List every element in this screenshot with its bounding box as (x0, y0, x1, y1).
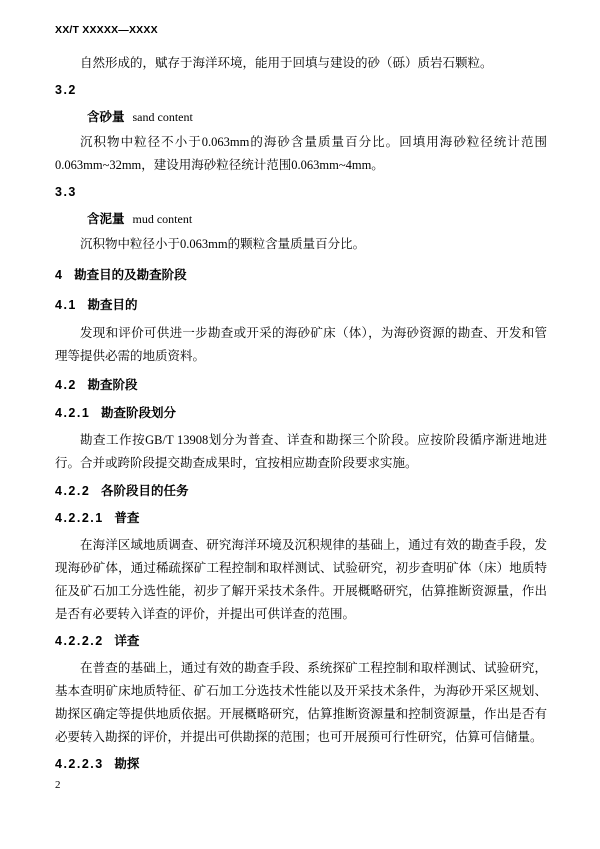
heading-section-4 (55, 264, 547, 287)
paragraph-4-2-2-2: 在普查的基础上，通过有效的勘查手段、系统探矿工程控制和取样测试、试验研究，基本查明矿床地质特征、矿石加工分选技术性能以及开采技术条件，为海砂开采区规划、勘探区确定等提供地质依据。开展概略研究，估算推断资源量和控制资源量，作出是否有必要转入勘探的评价，并提出可供勘探的范围；也可开展预可行性研究，估算可信储量。 (55, 661, 547, 744)
term-entry-mud-content (55, 207, 547, 231)
heading-section-4-1-number: 4.1 (55, 298, 77, 312)
heading-section-4-title: 勘查目的及勘查阶段 (74, 268, 187, 282)
term-en-mud-content: mud content (132, 212, 193, 226)
heading-section-4-2-2-3-number: 4.2.2.3 (55, 757, 104, 771)
heading-section-4-2-title: 勘查阶段 (87, 378, 138, 392)
heading-section-4-2-1-title: 勘查阶段划分 (100, 406, 176, 420)
heading-section-4-1 (55, 294, 547, 317)
heading-section-4-2-2-2-title: 详查 (114, 634, 140, 648)
heading-section-4-2-2-number: 4.2.2 (55, 484, 91, 498)
paragraph-4-2-1: 勘查工作按GB/T 13908划分为普查、详查和勘探三个阶段。应按阶段循序渐进地进行。合并或跨阶段提交勘查成果时，宜按相应勘查阶段要求实施。 (55, 433, 547, 470)
paragraph-definition-intro: 自然形成的，赋存于海洋环境，能用于回填与建设的砂（砾）质岩石颗粒。 (80, 56, 493, 70)
term-zh-sand-content: 含砂量 (87, 110, 125, 124)
heading-section-4-2-2-1-number: 4.2.2.1 (55, 511, 104, 525)
heading-section-4-2-2 (55, 480, 547, 503)
paragraph-4-2-2-1: 在海洋区域地质调查、研究海洋环境及沉积规律的基础上，通过有效的勘查手段，发现海砂矿体，通过稀疏探矿工程控制和取样测试、试验研究，初步查明矿体（床）地质特征及矿石加工分选性能，初步了解开采技术条件。开展概略研究，估算推断资源量，作出是否有必要转入详查的评价，并提出可供详查的范围。 (55, 538, 547, 621)
clause-3-3-number: 3.3 (55, 185, 77, 199)
heading-section-4-1-title: 勘查目的 (87, 298, 138, 312)
term-zh-mud-content: 含泥量 (87, 212, 125, 226)
term-en-sand-content: sand content (132, 110, 193, 124)
heading-section-4-2 (55, 374, 547, 397)
standard-number-header: XX/T XXXXX—XXXX (55, 24, 158, 36)
heading-section-4-number: 4 (55, 268, 64, 282)
heading-section-4-2-2-3 (55, 753, 547, 776)
heading-section-4-2-number: 4.2 (55, 378, 77, 392)
clause-3-2-number: 3.2 (55, 83, 77, 97)
heading-section-4-2-2-3-title: 勘探 (114, 757, 140, 771)
heading-section-4-2-2-1 (55, 507, 547, 530)
page-number: 2 (55, 779, 61, 791)
paragraph-4-1: 发现和评价可供进一步勘查或开采的海砂矿床（体），为海砂资源的勘查、开发和管理等提供必需的地质资料。 (55, 326, 547, 363)
heading-section-4-2-2-2 (55, 630, 547, 653)
page-content (55, 24, 547, 780)
heading-section-4-2-2-1-title: 普查 (114, 511, 140, 525)
heading-section-4-2-1 (55, 402, 547, 425)
heading-section-4-2-1-number: 4.2.1 (55, 406, 91, 420)
paragraph-definition-sand-content: 沉积物中粒径不小于0.063mm的海砂含量质量百分比。回填用海砂粒径统计范围0.063mm~32mm，建设用海砂粒径统计范围0.063mm~4mm。 (55, 135, 547, 172)
paragraph-definition-mud-content: 沉积物中粒径小于0.063mm的颗粒含量质量百分比。 (80, 237, 366, 251)
term-entry-sand-content (55, 105, 547, 129)
heading-section-4-2-2-2-number: 4.2.2.2 (55, 634, 104, 648)
heading-section-4-2-2-title: 各阶段目的任务 (100, 484, 189, 498)
